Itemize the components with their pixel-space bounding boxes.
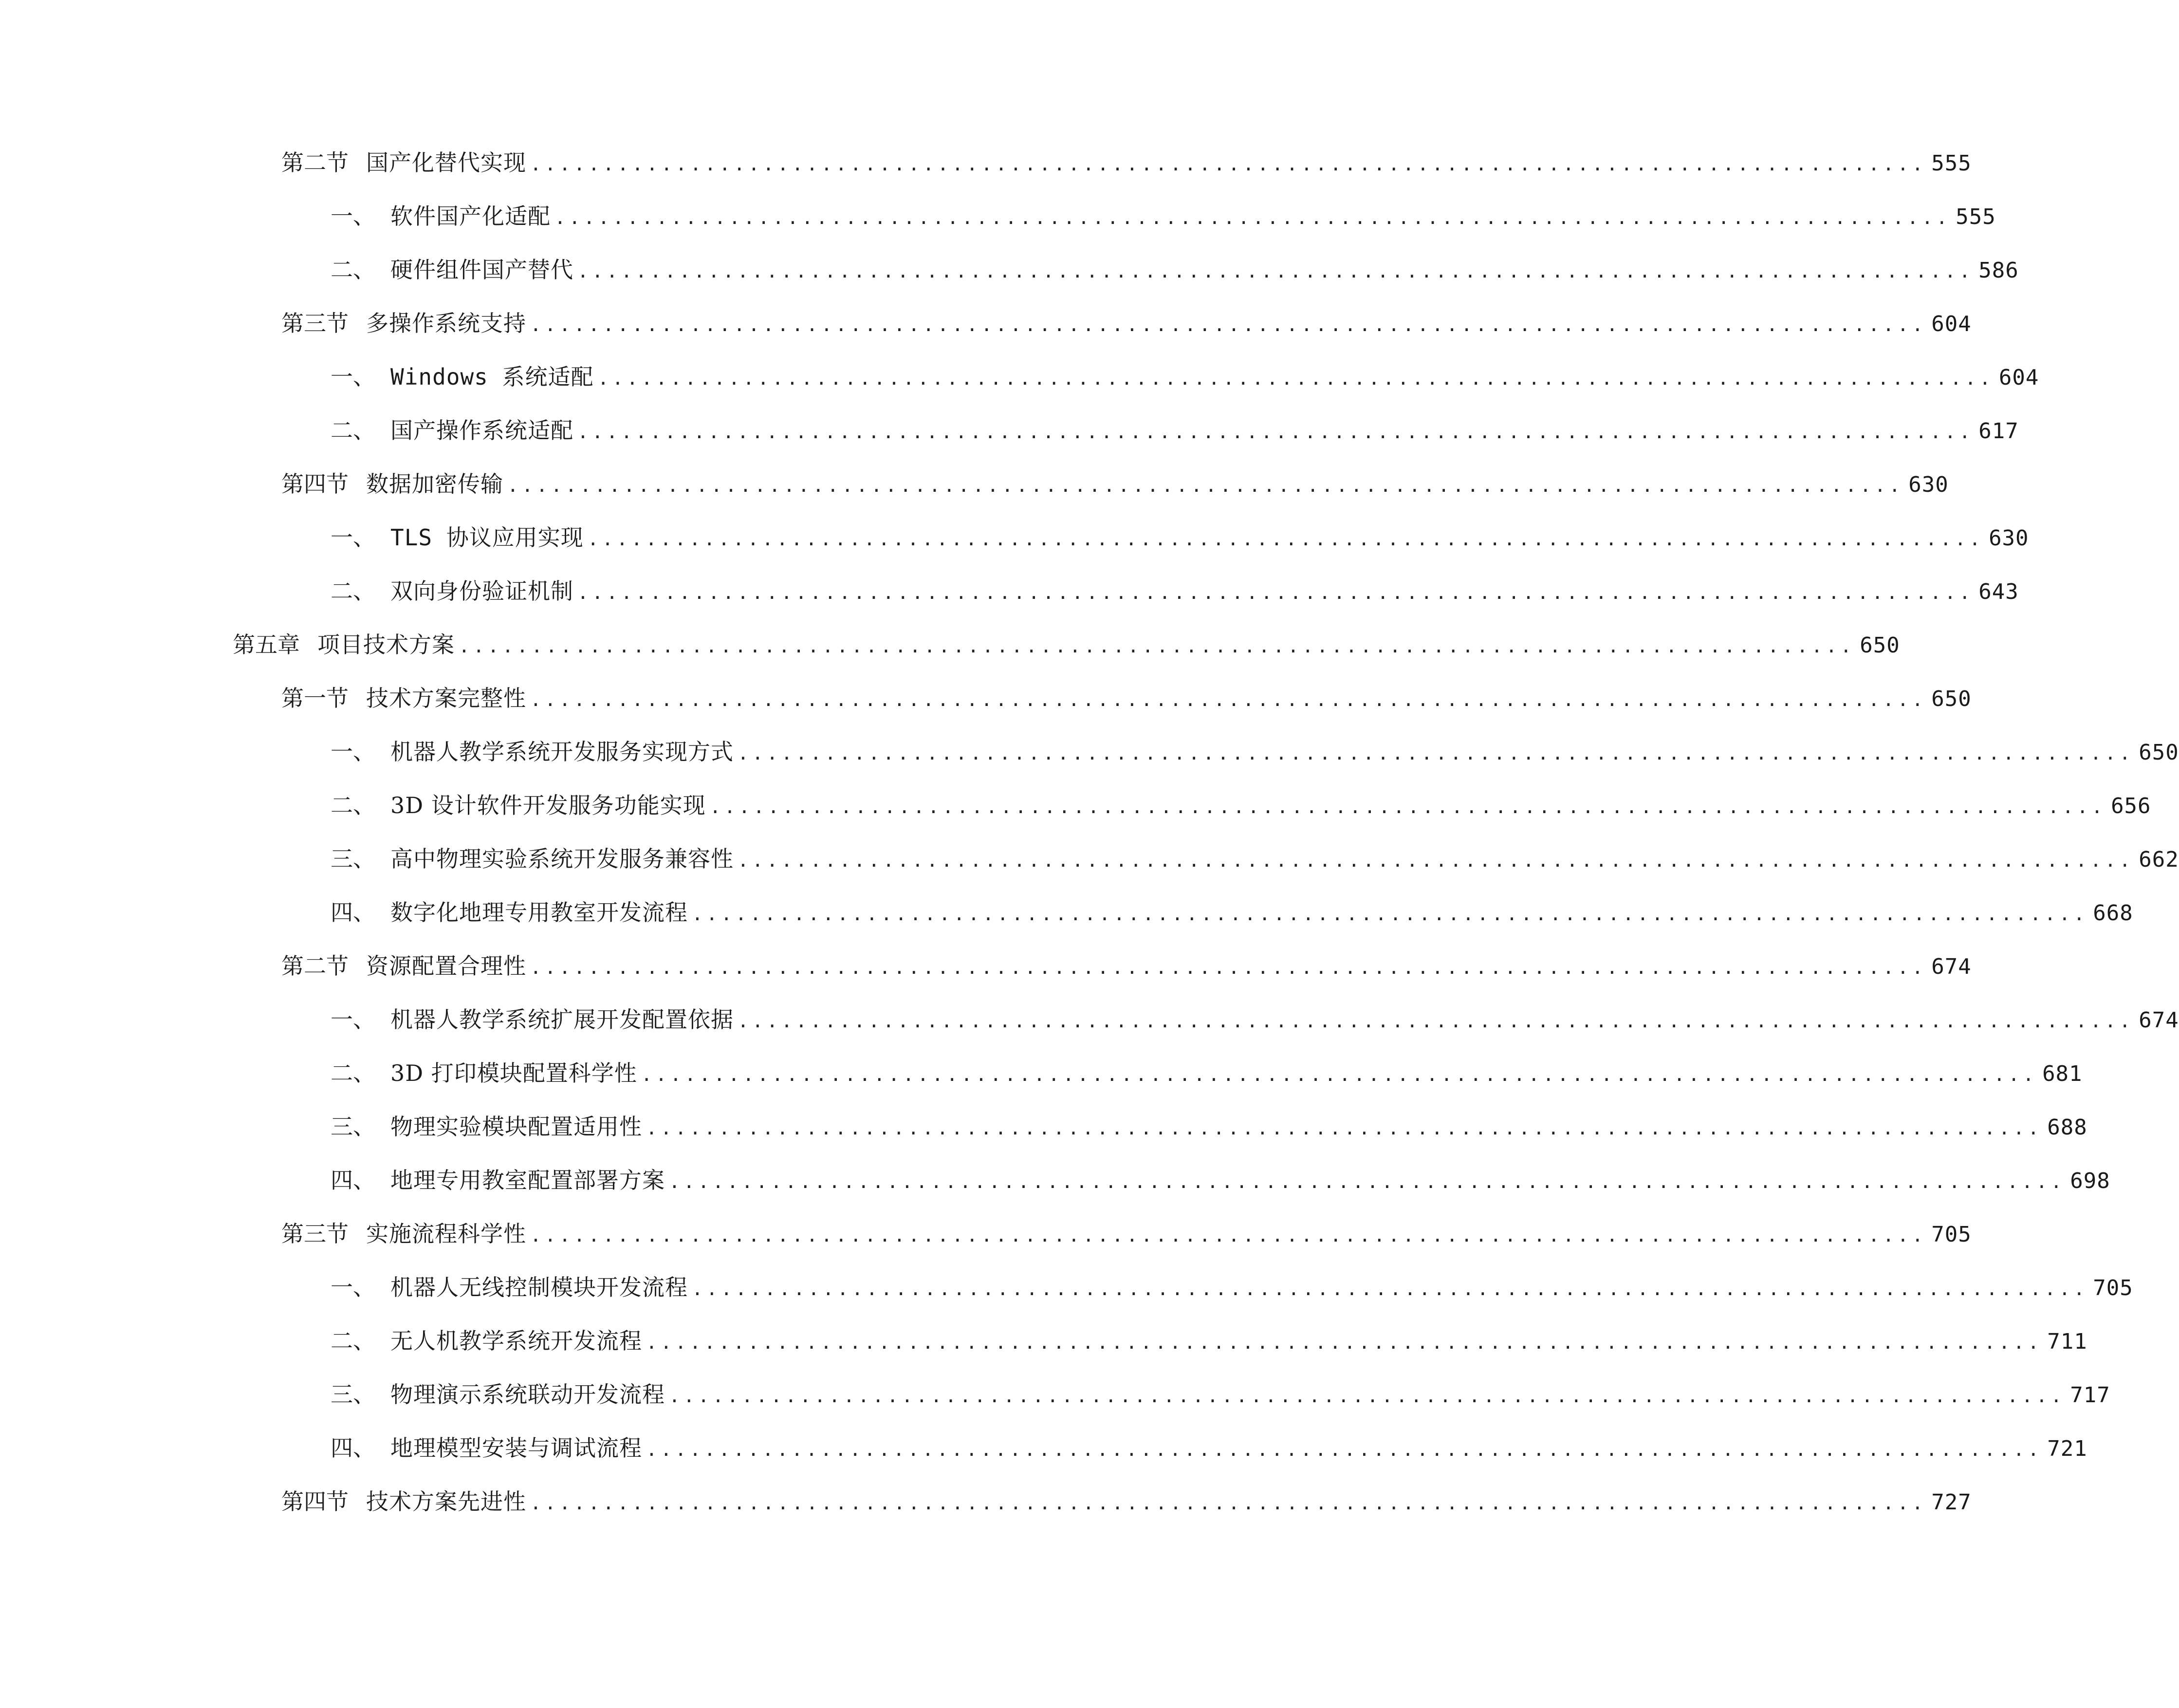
toc-entry-number: 第一节 bbox=[281, 685, 349, 711]
toc-page-number: 555 bbox=[1956, 204, 1996, 229]
toc-entry-number: 二、 bbox=[331, 1060, 375, 1086]
toc-entry-section[interactable] bbox=[0, 457, 1949, 511]
toc-page-number: 617 bbox=[1978, 419, 2019, 444]
toc-dot-leader: ................................................................................................ bbox=[646, 1439, 2043, 1460]
toc-entry-number: 四、 bbox=[331, 899, 375, 926]
toc-entry-item[interactable] bbox=[0, 350, 2039, 404]
toc-entry-title: Windows 系统适配 bbox=[390, 364, 594, 390]
toc-entry-item[interactable] bbox=[0, 1100, 2087, 1153]
toc-page-number: 555 bbox=[1931, 151, 1972, 176]
toc-page-number: 650 bbox=[1860, 633, 1900, 658]
toc-entry-title: 地理模型安装与调试流程 bbox=[390, 1435, 642, 1461]
toc-page-number: 727 bbox=[1931, 1490, 1972, 1515]
toc-entry-number: 第四节 bbox=[281, 471, 349, 497]
toc-entry-item[interactable] bbox=[0, 1368, 2110, 1421]
toc-entry-number: 二、 bbox=[331, 257, 375, 283]
toc-entry-number: 第三节 bbox=[281, 310, 349, 336]
toc-entry-number: 第二节 bbox=[281, 953, 349, 979]
toc-entry-number: 第三节 bbox=[281, 1221, 349, 1247]
toc-entry-number: 第五章 bbox=[233, 631, 300, 658]
toc-entry-number: 第四节 bbox=[281, 1488, 349, 1515]
toc-page-number: 586 bbox=[1978, 258, 2019, 283]
toc-entry-title: 无人机教学系统开发流程 bbox=[390, 1328, 642, 1354]
toc-entry-item[interactable] bbox=[0, 564, 2019, 618]
toc-entry-number: 一、 bbox=[331, 739, 375, 765]
toc-dot-leader: ................................................................................................ bbox=[530, 957, 1927, 978]
toc-dot-leader: ................................................................................................ bbox=[530, 153, 1927, 175]
toc-page-number: 711 bbox=[2047, 1329, 2087, 1354]
toc-entry-title: TLS 协议应用实现 bbox=[390, 524, 584, 551]
toc-page-number: 698 bbox=[2070, 1169, 2110, 1193]
toc-dot-leader: ................................................................................................ bbox=[554, 207, 1951, 228]
toc-entry-title: 资源配置合理性 bbox=[366, 953, 526, 979]
toc-dot-leader: ................................................................................................ bbox=[587, 528, 1984, 550]
toc-page-number: 650 bbox=[1931, 687, 1972, 711]
toc-entry-title: 地理专用教室配置部署方案 bbox=[390, 1167, 665, 1193]
toc-entry-number: 一、 bbox=[331, 364, 375, 390]
toc-entry-item[interactable] bbox=[0, 725, 2179, 779]
toc-entry-number: 三、 bbox=[331, 1381, 375, 1408]
toc-entry-title: 机器人无线控制模块开发流程 bbox=[390, 1274, 688, 1300]
toc-dot-leader: ................................................................................................ bbox=[646, 1332, 2043, 1353]
toc-page-number: 662 bbox=[2139, 847, 2179, 872]
toc-dot-leader: ................................................................................................ bbox=[577, 421, 1974, 443]
toc-dot-leader: ................................................................................................ bbox=[530, 1492, 1927, 1514]
toc-page-number: 668 bbox=[2093, 901, 2133, 926]
toc-entry-item[interactable] bbox=[0, 189, 1996, 243]
toc-entry-item[interactable] bbox=[0, 886, 2133, 939]
toc-entry-title: 物理实验模块配置适用性 bbox=[390, 1114, 642, 1140]
toc-entry-title: 项目技术方案 bbox=[317, 631, 455, 658]
toc-entry-number: 第二节 bbox=[281, 149, 349, 176]
toc-dot-leader: ................................................................................................ bbox=[669, 1385, 2066, 1407]
toc-entry-title: 物理演示系统联动开发流程 bbox=[390, 1381, 665, 1408]
toc-entry-title: 数据加密传输 bbox=[366, 471, 503, 497]
toc-entry-title: 机器人教学系统扩展开发配置依据 bbox=[390, 1006, 734, 1033]
toc-entry-title: 技术方案完整性 bbox=[366, 685, 526, 711]
toc-entry-section[interactable] bbox=[0, 297, 1972, 350]
toc-entry-section[interactable] bbox=[0, 1207, 1972, 1261]
toc-entry-item[interactable] bbox=[0, 1046, 2083, 1100]
toc-dot-leader: ................................................................................................ bbox=[577, 582, 1974, 603]
toc-page-number: 705 bbox=[2093, 1276, 2133, 1300]
toc-dot-leader: ................................................................................................ bbox=[641, 1064, 2038, 1085]
toc-entry-item[interactable] bbox=[0, 779, 2151, 832]
toc-entry-number: 三、 bbox=[331, 846, 375, 872]
toc-entry-number: 四、 bbox=[331, 1167, 375, 1193]
toc-dot-leader: ................................................................................................ bbox=[692, 1278, 2088, 1300]
toc-entry-number: 二、 bbox=[331, 578, 375, 604]
toc-entry-section[interactable] bbox=[0, 1475, 1972, 1528]
toc-dot-leader: ................................................................................................ bbox=[738, 743, 2134, 764]
toc-entry-item[interactable] bbox=[0, 243, 2019, 297]
toc-entry-chapter[interactable] bbox=[0, 618, 1900, 671]
toc-entry-number: 一、 bbox=[331, 1006, 375, 1033]
toc-entry-number: 二、 bbox=[331, 417, 375, 444]
toc-entry-item[interactable] bbox=[0, 1153, 2110, 1207]
toc-entry-item[interactable] bbox=[0, 1421, 2087, 1475]
toc-entry-number: 三、 bbox=[331, 1114, 375, 1140]
toc-entry-item[interactable] bbox=[0, 511, 2029, 564]
toc-entry-title: 国产操作系统适配 bbox=[390, 417, 573, 444]
toc-page-number: 630 bbox=[1989, 526, 2029, 551]
toc-entry-item[interactable] bbox=[0, 832, 2179, 886]
toc-entry-number: 四、 bbox=[331, 1435, 375, 1461]
toc-dot-leader: ................................................................................................ bbox=[530, 689, 1927, 710]
toc-page-number: 630 bbox=[1908, 472, 1949, 497]
toc-entry-number: 一、 bbox=[331, 524, 375, 551]
toc-entry-title: 国产化替代实现 bbox=[366, 149, 526, 176]
toc-page-number: 604 bbox=[1998, 365, 2039, 390]
toc-entry-title: 机器人教学系统开发服务实现方式 bbox=[390, 739, 734, 765]
toc-entry-number: 一、 bbox=[331, 1274, 375, 1300]
toc-entry-number: 二、 bbox=[331, 1328, 375, 1354]
toc-entry-number: 二、 bbox=[331, 792, 375, 818]
toc-dot-leader: ................................................................................................ bbox=[669, 1171, 2066, 1192]
toc-entry-section[interactable] bbox=[0, 671, 1972, 725]
toc-entry-title: 3D 打印模块配置科学性 bbox=[390, 1060, 637, 1086]
toc-dot-leader: ................................................................................................ bbox=[709, 796, 2106, 817]
toc-entry-title: 高中物理实验系统开发服务兼容性 bbox=[390, 846, 734, 872]
toc-entry-title: 3D 设计软件开发服务功能实现 bbox=[390, 792, 706, 818]
toc-entry-item[interactable] bbox=[0, 1261, 2133, 1314]
toc-entry-item[interactable] bbox=[0, 1314, 2087, 1368]
toc-dot-leader: ................................................................................................ bbox=[507, 475, 1904, 496]
toc-entry-title: 实施流程科学性 bbox=[366, 1221, 526, 1247]
toc-dot-leader: ................................................................................................ bbox=[738, 1010, 2134, 1032]
toc-page-number: 604 bbox=[1931, 312, 1972, 336]
toc-dot-leader: ................................................................................................ bbox=[530, 314, 1927, 335]
toc-entry-title: 软件国产化适配 bbox=[390, 203, 551, 229]
toc-page-number: 656 bbox=[2111, 794, 2151, 818]
toc-entry-section[interactable] bbox=[0, 136, 1972, 189]
toc-page-number: 717 bbox=[2070, 1383, 2110, 1408]
toc-dot-leader: ................................................................................................ bbox=[692, 903, 2088, 925]
toc-dot-leader: ................................................................................................ bbox=[577, 260, 1974, 282]
toc-dot-leader: ................................................................................................ bbox=[646, 1117, 2043, 1139]
toc-entry-item[interactable] bbox=[0, 993, 2179, 1046]
toc-entry-title: 数字化地理专用教室开发流程 bbox=[390, 899, 688, 926]
toc-page-number: 705 bbox=[1931, 1222, 1972, 1247]
toc-entry-item[interactable] bbox=[0, 404, 2019, 457]
toc-entry-section[interactable] bbox=[0, 939, 1972, 993]
toc-entry-title: 技术方案先进性 bbox=[366, 1488, 526, 1515]
toc-page-number: 674 bbox=[1931, 954, 1972, 979]
toc-dot-leader: ................................................................................................ bbox=[459, 635, 1855, 657]
toc-page-number: 721 bbox=[2047, 1436, 2087, 1461]
toc-page-number: 681 bbox=[2042, 1061, 2083, 1086]
toc-entry-number: 一、 bbox=[331, 203, 375, 229]
toc-entry-title: 多操作系统支持 bbox=[366, 310, 526, 336]
toc-dot-leader: ................................................................................................ bbox=[597, 368, 1994, 389]
toc-page-number: 643 bbox=[1978, 579, 2019, 604]
toc-page-number: 650 bbox=[2139, 740, 2179, 765]
toc-dot-leader: ................................................................................................ bbox=[530, 1225, 1927, 1246]
toc-dot-leader: ................................................................................................ bbox=[738, 850, 2134, 871]
toc-entry-title: 双向身份验证机制 bbox=[390, 578, 573, 604]
toc-page-number: 674 bbox=[2139, 1008, 2179, 1033]
toc-entry-title: 硬件组件国产替代 bbox=[390, 257, 573, 283]
toc-page-number: 688 bbox=[2047, 1115, 2087, 1140]
